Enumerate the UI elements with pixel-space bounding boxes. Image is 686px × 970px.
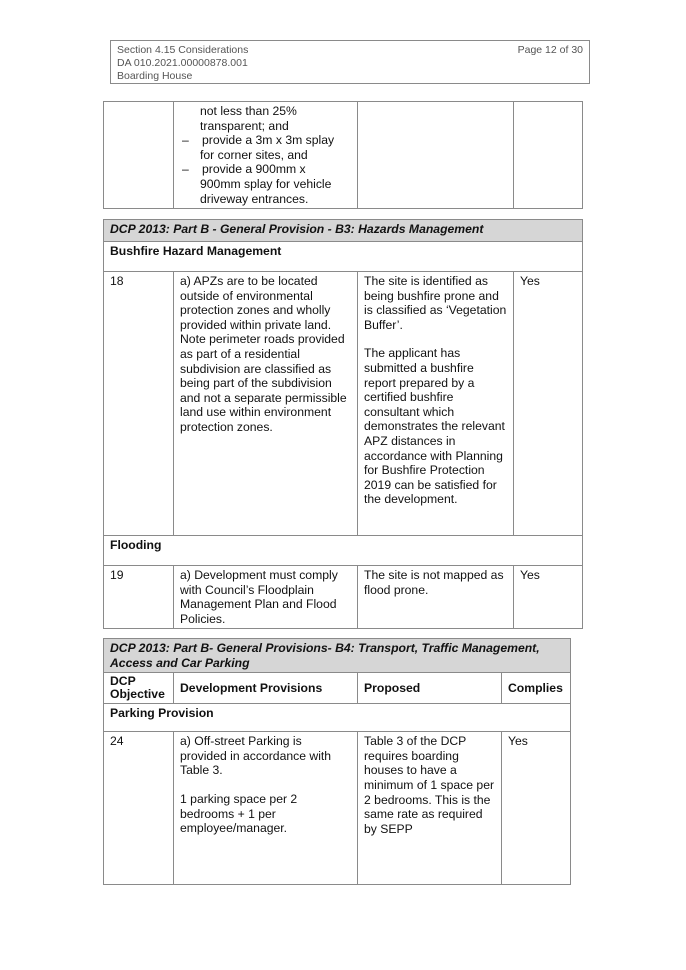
provision-text: a) Development must comply with Council’s Floodplain Management Plan and Flood Policies. — [174, 566, 358, 629]
complies-value: Yes — [502, 732, 571, 885]
parking-heading: Parking Provision — [104, 704, 571, 732]
cell-provision-continued: not less than 25% transparent; and – provide a 3m x 3m splay for corner sites, and – provide a 900mm x 900mm splay for vehicle driveway entrances. — [174, 102, 358, 209]
row-number: 18 — [104, 272, 174, 536]
provision-text: a) Off-street Parking is provided in accordance with Table 3. 1 parking space per 2 bedrooms + 1 per employee/manager. — [174, 732, 358, 885]
complies-value: Yes — [514, 566, 583, 629]
column-header-complies: Complies — [502, 673, 571, 704]
section-title: DCP 2013: Part B - General Provision - B3: Hazards Management — [104, 220, 583, 242]
proposed-text: The site is identified as being bushfire prone and is classified as ‘Vegetation Buffer’. The applicant has submitted a bushfire report prepared by a certified bushfire consultant which demonstrates the relevant APZ distances in accordance with Planning for Bushfire Protection 2019 can be satisfied for the development. — [358, 272, 514, 536]
page-header — [110, 40, 590, 84]
list-item: – provide a 900mm x — [182, 162, 306, 177]
flooding-heading: Flooding — [104, 536, 583, 566]
proposed-text: Table 3 of the DCP requires boarding houses to have a minimum of 1 space per 2 bedrooms. This is the same rate as required by SEPP — [358, 732, 502, 885]
hazards-table — [103, 219, 583, 629]
cell-proposed — [358, 102, 514, 209]
section-title: DCP 2013: Part B- General Provisions- B4: Transport, Traffic Management, Access and Car Parking — [104, 639, 571, 673]
header-da-number: DA 010.2021.00000878.001 — [117, 57, 248, 69]
column-header-provisions: Development Provisions — [174, 673, 358, 704]
header-type: Boarding House — [117, 70, 193, 82]
bushfire-heading: Bushfire Hazard Management — [104, 242, 583, 272]
row-number: 19 — [104, 566, 174, 629]
cell-objective — [104, 102, 174, 209]
row-number: 24 — [104, 732, 174, 885]
continued-table — [103, 101, 583, 209]
provision-text: a) APZs are to be located outside of environmental protection zones and wholly provided within private land. Note perimeter roads provided as part of a residential subdivision are classified as being part of the subdivision and not a separate permissible land use within environment protection zones. — [174, 272, 358, 536]
page-number: Page 12 of 30 — [517, 44, 583, 56]
header-section: Section 4.15 Considerations — [117, 44, 249, 56]
column-header-proposed: Proposed — [358, 673, 502, 704]
cell-complies — [514, 102, 583, 209]
list-item: – provide a 3m x 3m splay — [182, 133, 335, 148]
transport-table — [103, 638, 571, 885]
proposed-text: The site is not mapped as flood prone. — [358, 566, 514, 629]
column-header-objective: DCP Objective — [104, 673, 174, 704]
complies-value: Yes — [514, 272, 583, 536]
